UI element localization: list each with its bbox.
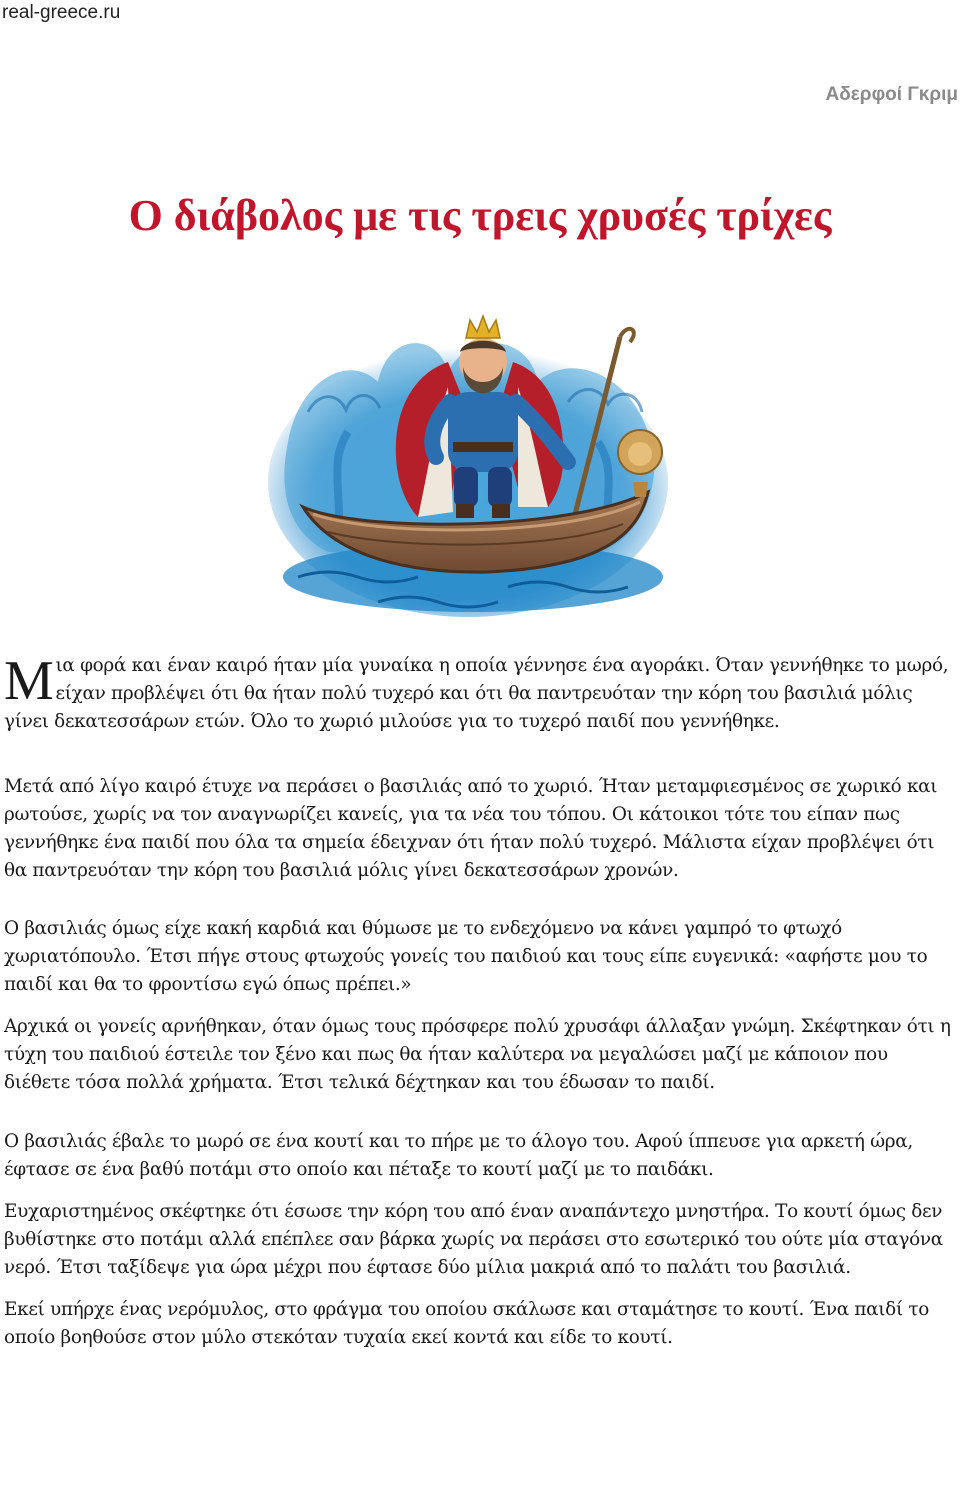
story-title: Ο διάβολος με τις τρεις χρυσές τρίχες	[128, 191, 832, 240]
paragraph-text: ια φορά και έναν καιρό ήταν μία γυναίκα η οποία γέννησε ένα αγοράκι. Όταν γεννήθηκε το μωρό, είχαν προβλέψει ότι θα ήταν πολύ τυχερό και ότι θα παντρευόταν την κόρη του βασιλιά μόλις γίνει δεκατεσσάρων ετών. Όλο το χωριό μιλούσε για το τυχερό παιδί που γεννήθηκε.	[4, 655, 949, 732]
story-paragraph: Ο βασιλιάς όμως είχε κακή καρδιά και θύμωσε με το ενδεχόμενο να κάνει γαμπρό το φτωχό χωριατόπουλο. Έτσι πήγε στους φτωχούς γονείς του παιδιού και τους είπε ευγενικά: «αφήστε μου το παιδί και θα το φροντίσω εγώ όπως πρέπει.»	[4, 918, 928, 995]
king-in-boat-illustration	[268, 292, 686, 622]
story-paragraph: Αρχικά οι γονείς αρνήθηκαν, όταν όμως τους πρόσφερε πολύ χρυσάφι άλλαξαν γνώμη. Σκέφτηκαν ότι η τύχη του παιδιού έστειλε τον ξένο και πως θα ήταν καλύτερα να μεγαλώσει μαζί με κάποιον που διέθετε τόσα πολλά χρήματα. Έτσι τελικά δέχτηκαν και του έδωσαν το παιδί.	[4, 1016, 951, 1093]
story-paragraph: Ευχαριστημένος σκέφτηκε ότι έσωσε την κόρη του από έναν αναπάντεχο μνηστήρα. Το κουτί όμως δεν βυθίστηκε στο ποτάμι αλλά επέπλεε σαν βάρκα χωρίς να περάσει στο εσωτερικό του ούτε μία σταγόνα νερό. Έτσι ταξίδεψε για ώρα μέχρι που έφτασε δύο μίλια μακριά από το παλάτι του βασιλιά.	[4, 1201, 943, 1278]
story-paragraph	[4, 652, 954, 736]
story-body	[4, 652, 954, 1352]
site-name[interactable]: real-greece.ru	[2, 2, 121, 23]
drop-cap: Μ	[4, 650, 54, 712]
author-label: Αδερφοί Γκριμ	[825, 84, 958, 105]
story-paragraph: Εκεί υπήρχε ένας νερόμυλος, στο φράγμα του οποίου σκάλωσε και σταμάτησε το κουτί. Ένα παιδί το οποίο βοηθούσε στον μύλο στεκόταν τυχαία εκεί κοντά και είδε το κουτί.	[4, 1299, 930, 1348]
story-paragraph: Ο βασιλιάς έβαλε το μωρό σε ένα κουτί και το πήρε με το άλογο του. Αφού ίππευσε για αρκετή ώρα, έφτασε σε ένα βαθύ ποτάμι στο οποίο και πέταξε το κουτί μαζί με το παιδάκι.	[4, 1131, 913, 1180]
story-paragraph: Μετά από λίγο καιρό έτυχε να περάσει ο βασιλιάς από το χωριό. Ήταν μεταμφιεσμένος σε χωρικό και ρωτούσε, χωρίς να τον αναγνωρίζει κανείς, για τα νέα του τόπου. Οι κάτοικοι τότε του είπαν πως γεννήθηκε ένα παιδί που όλα τα σημεία έδειχναν ότι ήταν πολύ τυχερό. Μάλιστα είχαν προβλέψει ότι θα παντρευόταν την κόρη του βασιλιά μόλις γίνει δεκατεσσάρων χρονών.	[4, 776, 938, 881]
